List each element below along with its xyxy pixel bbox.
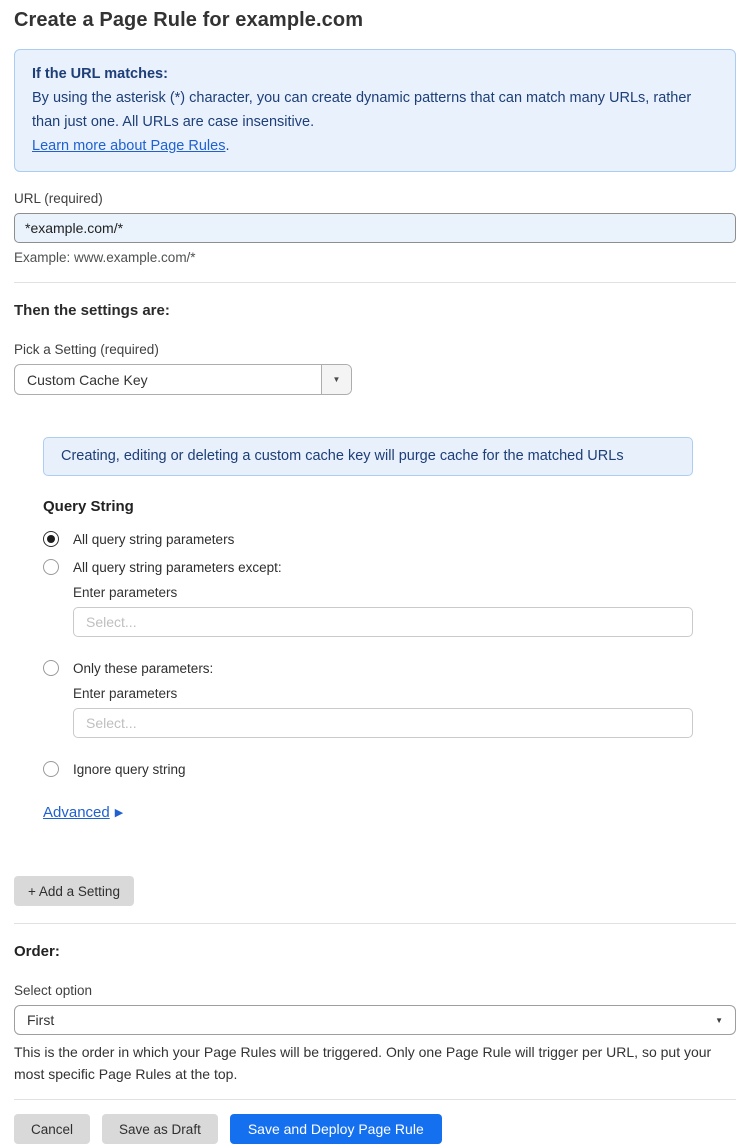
setting-picker-select[interactable] — [14, 364, 352, 395]
url-match-info-box — [14, 49, 736, 172]
radio-button-icon[interactable] — [43, 761, 59, 777]
setting-picker-label: Pick a Setting (required) — [14, 342, 159, 357]
divider — [14, 282, 736, 283]
radio-label: Only these parameters: — [73, 660, 214, 676]
radio-button-icon[interactable] — [43, 531, 59, 547]
divider — [14, 923, 736, 924]
query-string-heading: Query String — [43, 498, 134, 515]
only-params-input[interactable] — [73, 708, 693, 738]
url-match-info-heading: If the URL matches: — [32, 66, 168, 82]
triangle-right-icon: ▶ — [114, 807, 124, 819]
order-description: This is the order in which your Page Rules will be triggered. Only one Page Rule will trigger per URL, so put your most specific Page Rules at the top. — [14, 1044, 712, 1082]
radio-only-these-params[interactable] — [43, 660, 693, 676]
enter-parameters-label: Enter parameters — [73, 686, 178, 701]
order-select[interactable] — [14, 1005, 736, 1035]
url-match-info-body: By using the asterisk (*) character, you can create dynamic patterns that can match many URLs, rather than just one. All URLs are case insensitive. — [32, 90, 692, 130]
order-select-value: First — [27, 1012, 55, 1028]
radio-label: Ignore query string — [73, 761, 186, 777]
chevron-down-icon: ▼ — [321, 365, 351, 394]
page-rule-form — [0, 9, 750, 1144]
radio-all-params-except[interactable] — [43, 559, 693, 575]
url-example-text: Example: www.example.com/* — [14, 250, 196, 265]
except-params-input[interactable] — [73, 607, 693, 637]
advanced-link[interactable]: Advanced — [43, 804, 110, 821]
url-match-info-link-line — [32, 134, 718, 158]
save-and-deploy-button[interactable]: Save and Deploy Page Rule — [230, 1114, 442, 1144]
add-setting-button[interactable]: + Add a Setting — [14, 876, 134, 906]
page-title: Create a Page Rule for example.com — [14, 9, 364, 31]
settings-heading: Then the settings are: — [14, 302, 170, 319]
save-as-draft-button[interactable]: Save as Draft — [102, 1114, 218, 1144]
only-params-field — [73, 686, 693, 738]
link-suffix: . — [225, 138, 230, 154]
cache-key-notice: Creating, editing or deleting a custom cache key will purge cache for the matched URLs — [43, 437, 693, 476]
cancel-button[interactable]: Cancel — [14, 1114, 90, 1144]
url-field-label: URL (required) — [14, 191, 103, 206]
except-params-field — [73, 585, 693, 637]
footer-actions — [14, 1114, 736, 1144]
radio-label: All query string parameters — [73, 531, 235, 547]
radio-all-query-params[interactable] — [43, 531, 693, 547]
radio-button-icon[interactable] — [43, 660, 59, 676]
advanced-toggle[interactable] — [43, 804, 123, 821]
setting-detail-panel — [43, 437, 693, 822]
chevron-down-icon: ▼ — [715, 1015, 723, 1025]
url-input[interactable] — [14, 213, 736, 243]
setting-picker-value: Custom Cache Key — [27, 371, 148, 388]
divider — [14, 1099, 736, 1100]
radio-label: All query string parameters except: — [73, 559, 282, 575]
radio-button-icon[interactable] — [43, 559, 59, 575]
order-select-label: Select option — [14, 983, 93, 998]
order-heading: Order: — [14, 943, 60, 960]
enter-parameters-label: Enter parameters — [73, 585, 178, 600]
radio-ignore-query-string[interactable] — [43, 761, 693, 777]
learn-more-link[interactable]: Learn more about Page Rules — [32, 138, 226, 154]
